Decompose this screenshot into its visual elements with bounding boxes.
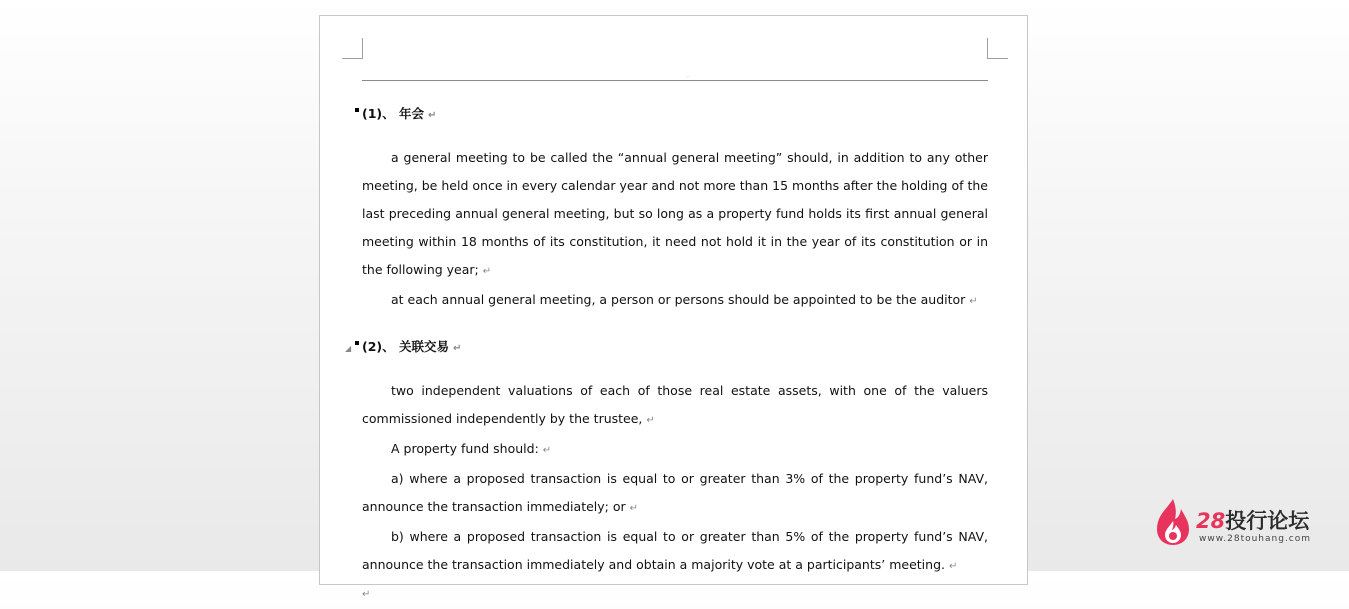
- paragraph-mark-icon: ↵: [452, 343, 462, 354]
- section-heading-2[interactable]: [345, 337, 988, 357]
- paragraph-mark-icon: ↵: [629, 503, 639, 514]
- collapse-triangle-icon[interactable]: ◢: [345, 344, 352, 353]
- paragraph-text: two independent valuations of each of those real estate assets, with one of the valuers commissioned independently by the trustee,: [362, 383, 988, 426]
- paragraph-text: a general meeting to be called the “annual general meeting” should, in addition to any other meeting, be held once in every calendar year and not more than 15 months after the holding of the last preceding annual general meeting, but so long as a property fund holds its first annual general meeting within 18 months of its constitution, it need not hold it in the year of its constitution or in the following year;: [362, 150, 988, 277]
- document-body[interactable]: [345, 104, 988, 609]
- section-heading-2-text: (2)、 关联交易: [362, 339, 449, 354]
- paragraph[interactable]: [362, 435, 988, 465]
- logo-name: 投行论坛: [1225, 509, 1310, 533]
- logo-url: www.28touhang.com: [1199, 534, 1312, 544]
- paragraph-text: a) where a proposed transaction is equal to or greater than 3% of the property fund’s NAV, announce the transaction immediately; or: [362, 471, 988, 514]
- paragraph[interactable]: [362, 144, 988, 286]
- paragraph-mark-icon: ↵: [542, 445, 552, 456]
- document-page: [319, 15, 1028, 600]
- heading-bullet: [355, 341, 359, 345]
- header-anchor-mark: .: [687, 72, 689, 79]
- paragraph-mark-icon: ↵: [482, 266, 492, 277]
- paragraph-text: at each annual general meeting, a person or persons should be appointed to be the auditor: [391, 292, 966, 307]
- heading-bullet: [355, 108, 359, 112]
- paragraph[interactable]: [362, 377, 988, 435]
- paragraph-text: A property fund should:: [391, 441, 539, 456]
- paragraph-mark-icon: ↵: [948, 561, 958, 572]
- paragraph[interactable]: [362, 465, 988, 523]
- paragraph[interactable]: [362, 523, 988, 581]
- paragraph-mark-icon: ↵: [427, 110, 437, 121]
- logo-number: 28: [1196, 509, 1226, 533]
- paragraph[interactable]: [362, 286, 988, 316]
- empty-paragraph-mark-icon: ↵: [362, 589, 371, 600]
- paragraph-text: b) where a proposed transaction is equal to or greater than 5% of the property fund’s NAV, announce the transaction immediately and obtain a majority vote at a participants’ meeting.: [362, 529, 988, 572]
- corner-mark-top-left: [342, 38, 363, 59]
- section-heading-1[interactable]: [362, 104, 988, 124]
- section-heading-1-text: (1)、 年会: [362, 106, 424, 121]
- paragraph-mark-icon: ↵: [646, 415, 655, 426]
- header-rule: [362, 80, 988, 81]
- site-logo[interactable]: [1153, 497, 1333, 549]
- logo-title: [1196, 505, 1309, 535]
- paragraph-mark-icon: ↵: [969, 296, 978, 307]
- corner-mark-top-right: [987, 38, 1008, 59]
- flame-icon: [1153, 497, 1193, 547]
